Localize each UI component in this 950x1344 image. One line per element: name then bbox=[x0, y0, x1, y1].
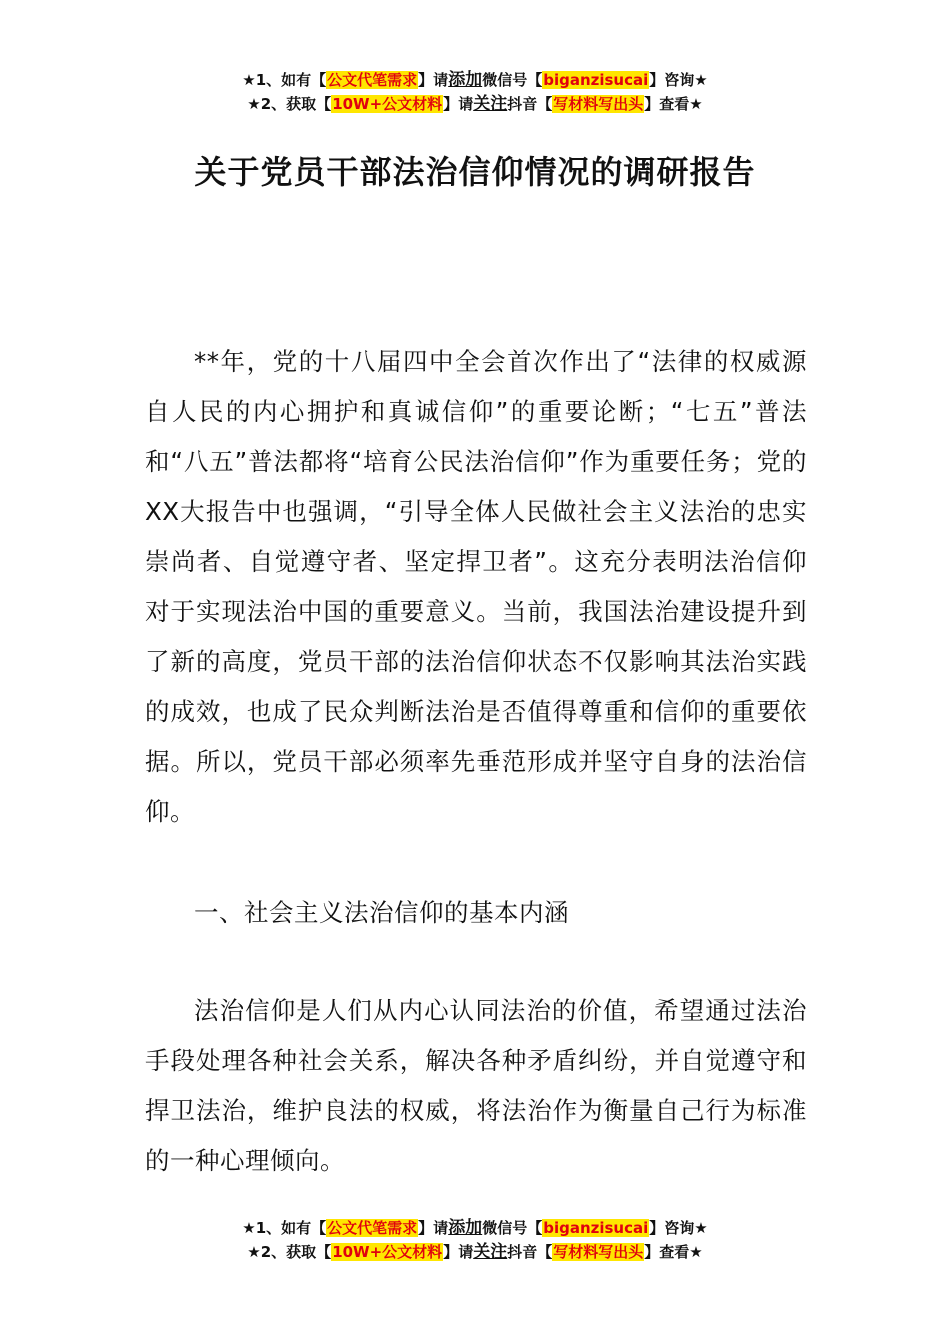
paragraph-intro bbox=[145, 337, 807, 837]
paragraph-text: 法治信仰是人们从内心认同法治的价值，希望通过法治手段处理各种社会关系，解决各种矛盾纠纷，并自觉遵守和捍卫法治，维护良法的权威，将法治作为衡量自己行为标准的一种心理倾向。 bbox=[145, 996, 807, 1175]
banner-text: 】咨询★ bbox=[649, 71, 708, 89]
paragraph-text: **年，党的十八届四中全会首次作出了“法律的权威源自人民的内心拥护和真诚信仰”的重要论断；“七五”普法和“八五”普法都将“培育公民法治信仰”作为重要任务；党的XX大报告中也强调，“引导全体人民做社会主义法治的忠实崇尚者、自觉遵守者、坚定捍卫者”。这充分表明法治信仰对于实现法治中国的重要意义。当前，我国法治建设提升到了新的高度，党员干部的法治信仰状态不仅影响其法治实践的成效，也成了民众判断法治是否值得尊重和信仰的重要依据。所以，党员干部必须率先垂范形成并坚守自身的法治信仰。 bbox=[145, 347, 807, 826]
document-title: 关于党员干部法治信仰情况的调研报告 bbox=[194, 153, 756, 191]
banner-text: 】查看★ bbox=[644, 1243, 703, 1261]
footer-banner bbox=[0, 1216, 950, 1264]
banner-text: 】咨询★ bbox=[649, 1219, 708, 1237]
banner-line-1 bbox=[0, 68, 950, 92]
banner-text: 抖音【 bbox=[507, 1243, 553, 1261]
highlight-text: 10W+公文材料 bbox=[332, 1243, 443, 1261]
douyin-account: 写材料写出头 bbox=[553, 1243, 644, 1261]
banner-text: ★2、获取【 bbox=[247, 95, 332, 113]
banner-text: ★1、如有【 bbox=[242, 71, 327, 89]
banner-text: 】请 bbox=[443, 1243, 474, 1261]
underlined-text: 添加 bbox=[448, 70, 483, 90]
banner-text: 】请 bbox=[443, 95, 474, 113]
banner-text: 微信号【 bbox=[482, 1219, 543, 1237]
heading-text: 一、社会主义法治信仰的基本内涵 bbox=[194, 898, 569, 927]
paragraph-definition bbox=[145, 986, 807, 1186]
banner-text: 】请 bbox=[418, 1219, 449, 1237]
banner-line-1 bbox=[0, 1216, 950, 1240]
header-banner bbox=[0, 68, 950, 116]
banner-text: 抖音【 bbox=[507, 95, 553, 113]
highlight-text: 10W+公文材料 bbox=[332, 95, 443, 113]
underlined-text: 关注 bbox=[473, 94, 508, 114]
highlight-text: 公文代笔需求 bbox=[327, 1219, 418, 1237]
wechat-id: biganzisucai bbox=[543, 1219, 649, 1237]
banner-text: 微信号【 bbox=[482, 71, 543, 89]
banner-line-2 bbox=[0, 1240, 950, 1264]
banner-text: ★2、获取【 bbox=[247, 1243, 332, 1261]
underlined-text: 关注 bbox=[473, 1242, 508, 1262]
banner-text: 】请 bbox=[418, 71, 449, 89]
douyin-account: 写材料写出头 bbox=[553, 95, 644, 113]
banner-text: 】查看★ bbox=[644, 95, 703, 113]
banner-line-2 bbox=[0, 92, 950, 116]
banner-text: ★1、如有【 bbox=[242, 1219, 327, 1237]
wechat-id: biganzisucai bbox=[543, 71, 649, 89]
highlight-text: 公文代笔需求 bbox=[327, 71, 418, 89]
underlined-text: 添加 bbox=[448, 1218, 483, 1238]
section-heading bbox=[145, 888, 807, 938]
